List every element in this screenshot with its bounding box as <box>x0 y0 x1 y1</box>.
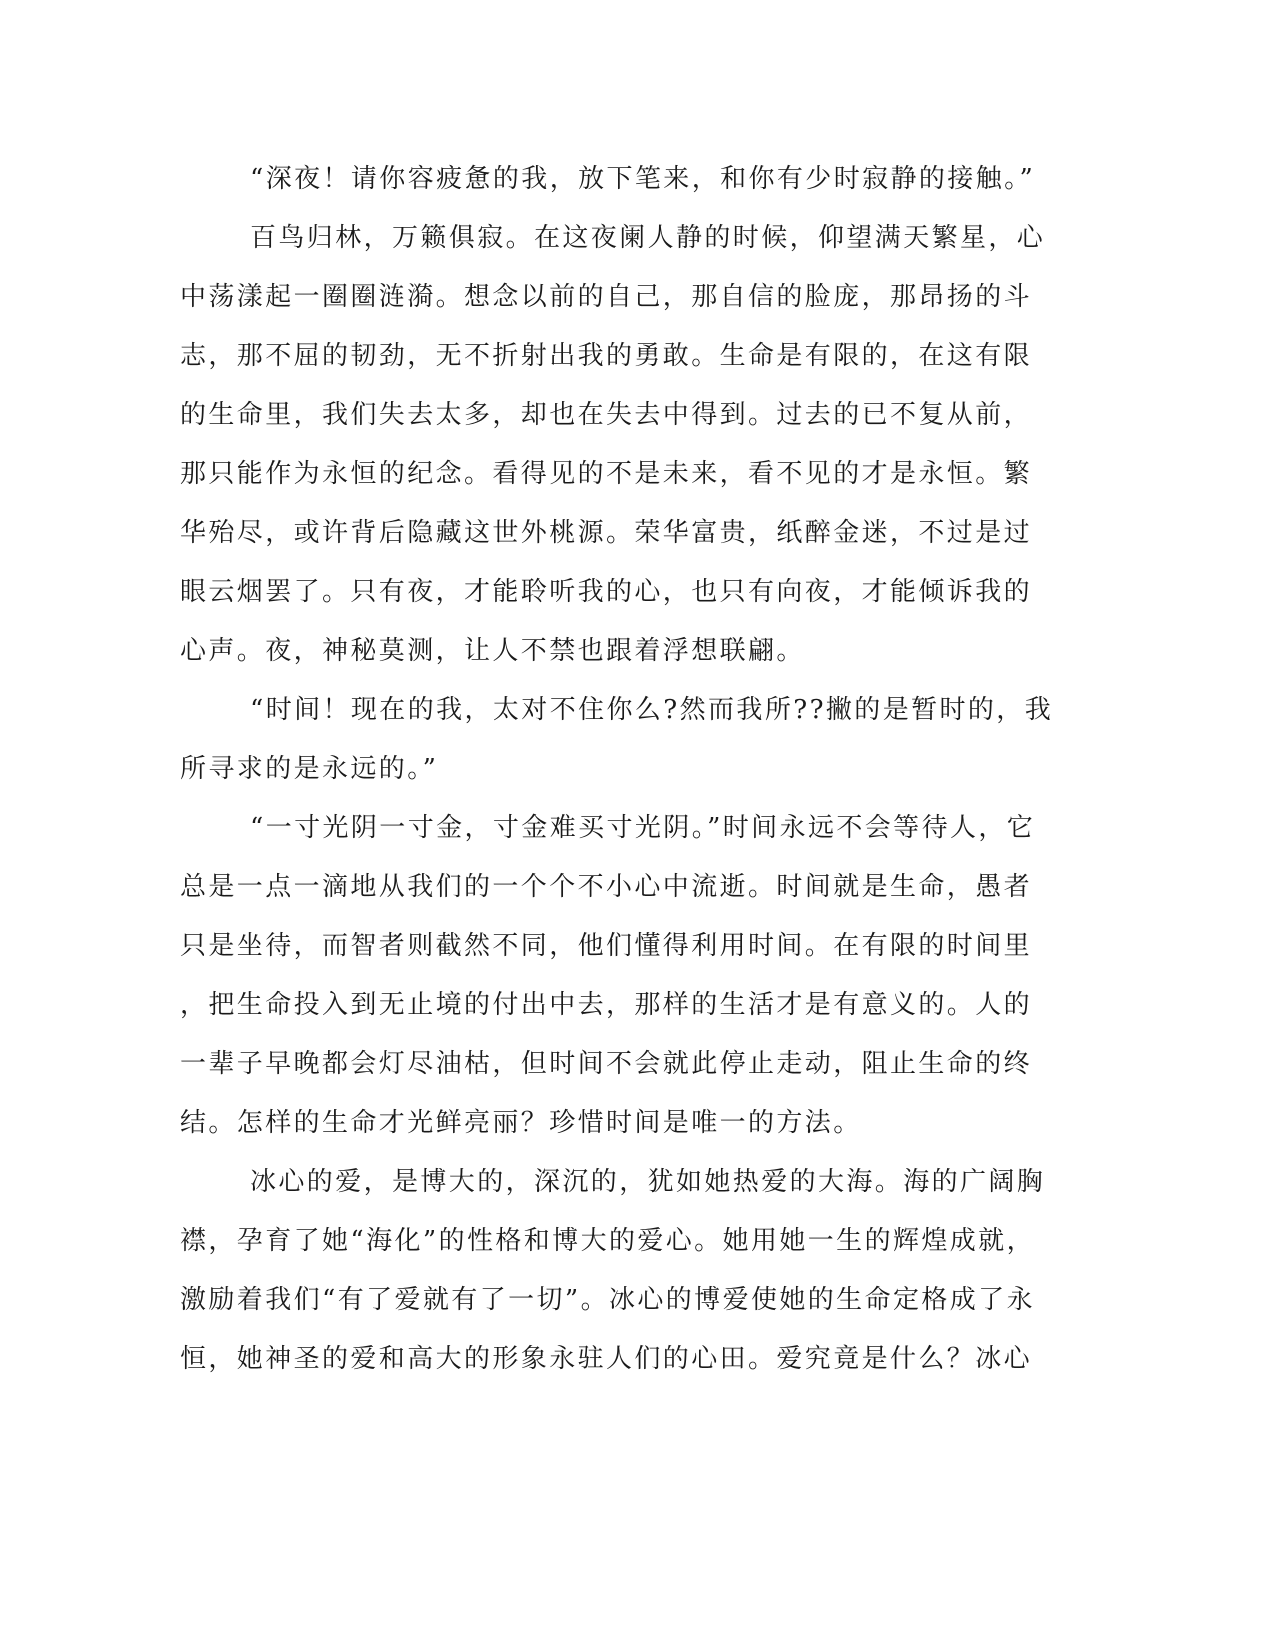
paragraph-line: 眼云烟罢了。只有夜，才能聆听我的心，也只有向夜，才能倾诉我的 <box>180 577 1033 607</box>
essay-text <box>180 150 1054 1389</box>
paragraph-line: 只是坐待，而智者则截然不同，他们懂得利用时间。在有限的时间里 <box>180 931 1033 961</box>
paragraph-line: ，把生命投入到无止境的付出中去，那样的生活才是有意义的。人的 <box>180 990 1033 1020</box>
paragraph-line: 中荡漾起一圈圈涟漪。想念以前的自己，那自信的脸庞，那昂扬的斗 <box>180 282 1033 312</box>
paragraph-line: “深夜！请你容疲惫的我，放下笔来，和你有少时寂静的接触。” <box>250 164 1036 194</box>
paragraph-line: 心声。夜，神秘莫测，让人不禁也跟着浮想联翩。 <box>180 636 805 666</box>
paragraph-line: “一寸光阴一寸金，寸金难买寸光阴。”时间永远不会等待人，它 <box>250 813 1036 843</box>
paragraph-line: 志，那不屈的韧劲，无不折射出我的勇敢。生命是有限的，在这有限 <box>180 341 1033 371</box>
paragraph-line: 结。怎样的生命才光鲜亮丽？珍惜时间是唯一的方法。 <box>180 1108 862 1138</box>
paragraph-line: 的生命里，我们失去太多，却也在失去中得到。过去的已不复从前， <box>180 400 1033 430</box>
paragraph-line: 那只能作为永恒的纪念。看得见的不是未来，看不见的才是永恒。繁 <box>180 459 1033 489</box>
paragraph-line: 百鸟归林，万籁俱寂。在这夜阑人静的时候，仰望满天繁星，心 <box>250 223 1046 253</box>
paragraph-line: 一辈子早晚都会灯尽油枯，但时间不会就此停止走动，阻止生命的终 <box>180 1049 1033 1079</box>
paragraph-line: 激励着我们“有了爱就有了一切”。冰心的博爱使她的生命定格成了永 <box>180 1285 1035 1315</box>
paragraph-line: 恒，她神圣的爱和高大的形象永驻人们的心田。爱究竟是什么？冰心 <box>180 1344 1033 1374</box>
paragraph-line: 冰心的爱，是博大的，深沉的，犹如她热爱的大海。海的广阔胸 <box>250 1167 1046 1197</box>
paragraph-line: 襟，孕育了她“海化”的性格和博大的爱心。她用她一生的辉煌成就， <box>180 1226 1035 1256</box>
paragraph-line: 所寻求的是永远的。” <box>180 754 439 784</box>
paragraph-line: 华殆尽，或许背后隐藏这世外桃源。荣华富贵，纸醉金迷，不过是过 <box>180 518 1033 548</box>
paragraph-line: “时间！现在的我，太对不住你么?然而我所??撇的是暂时的，我 <box>250 695 1054 725</box>
paragraph-line: 总是一点一滴地从我们的一个个不小心中流逝。时间就是生命，愚者 <box>180 872 1033 902</box>
